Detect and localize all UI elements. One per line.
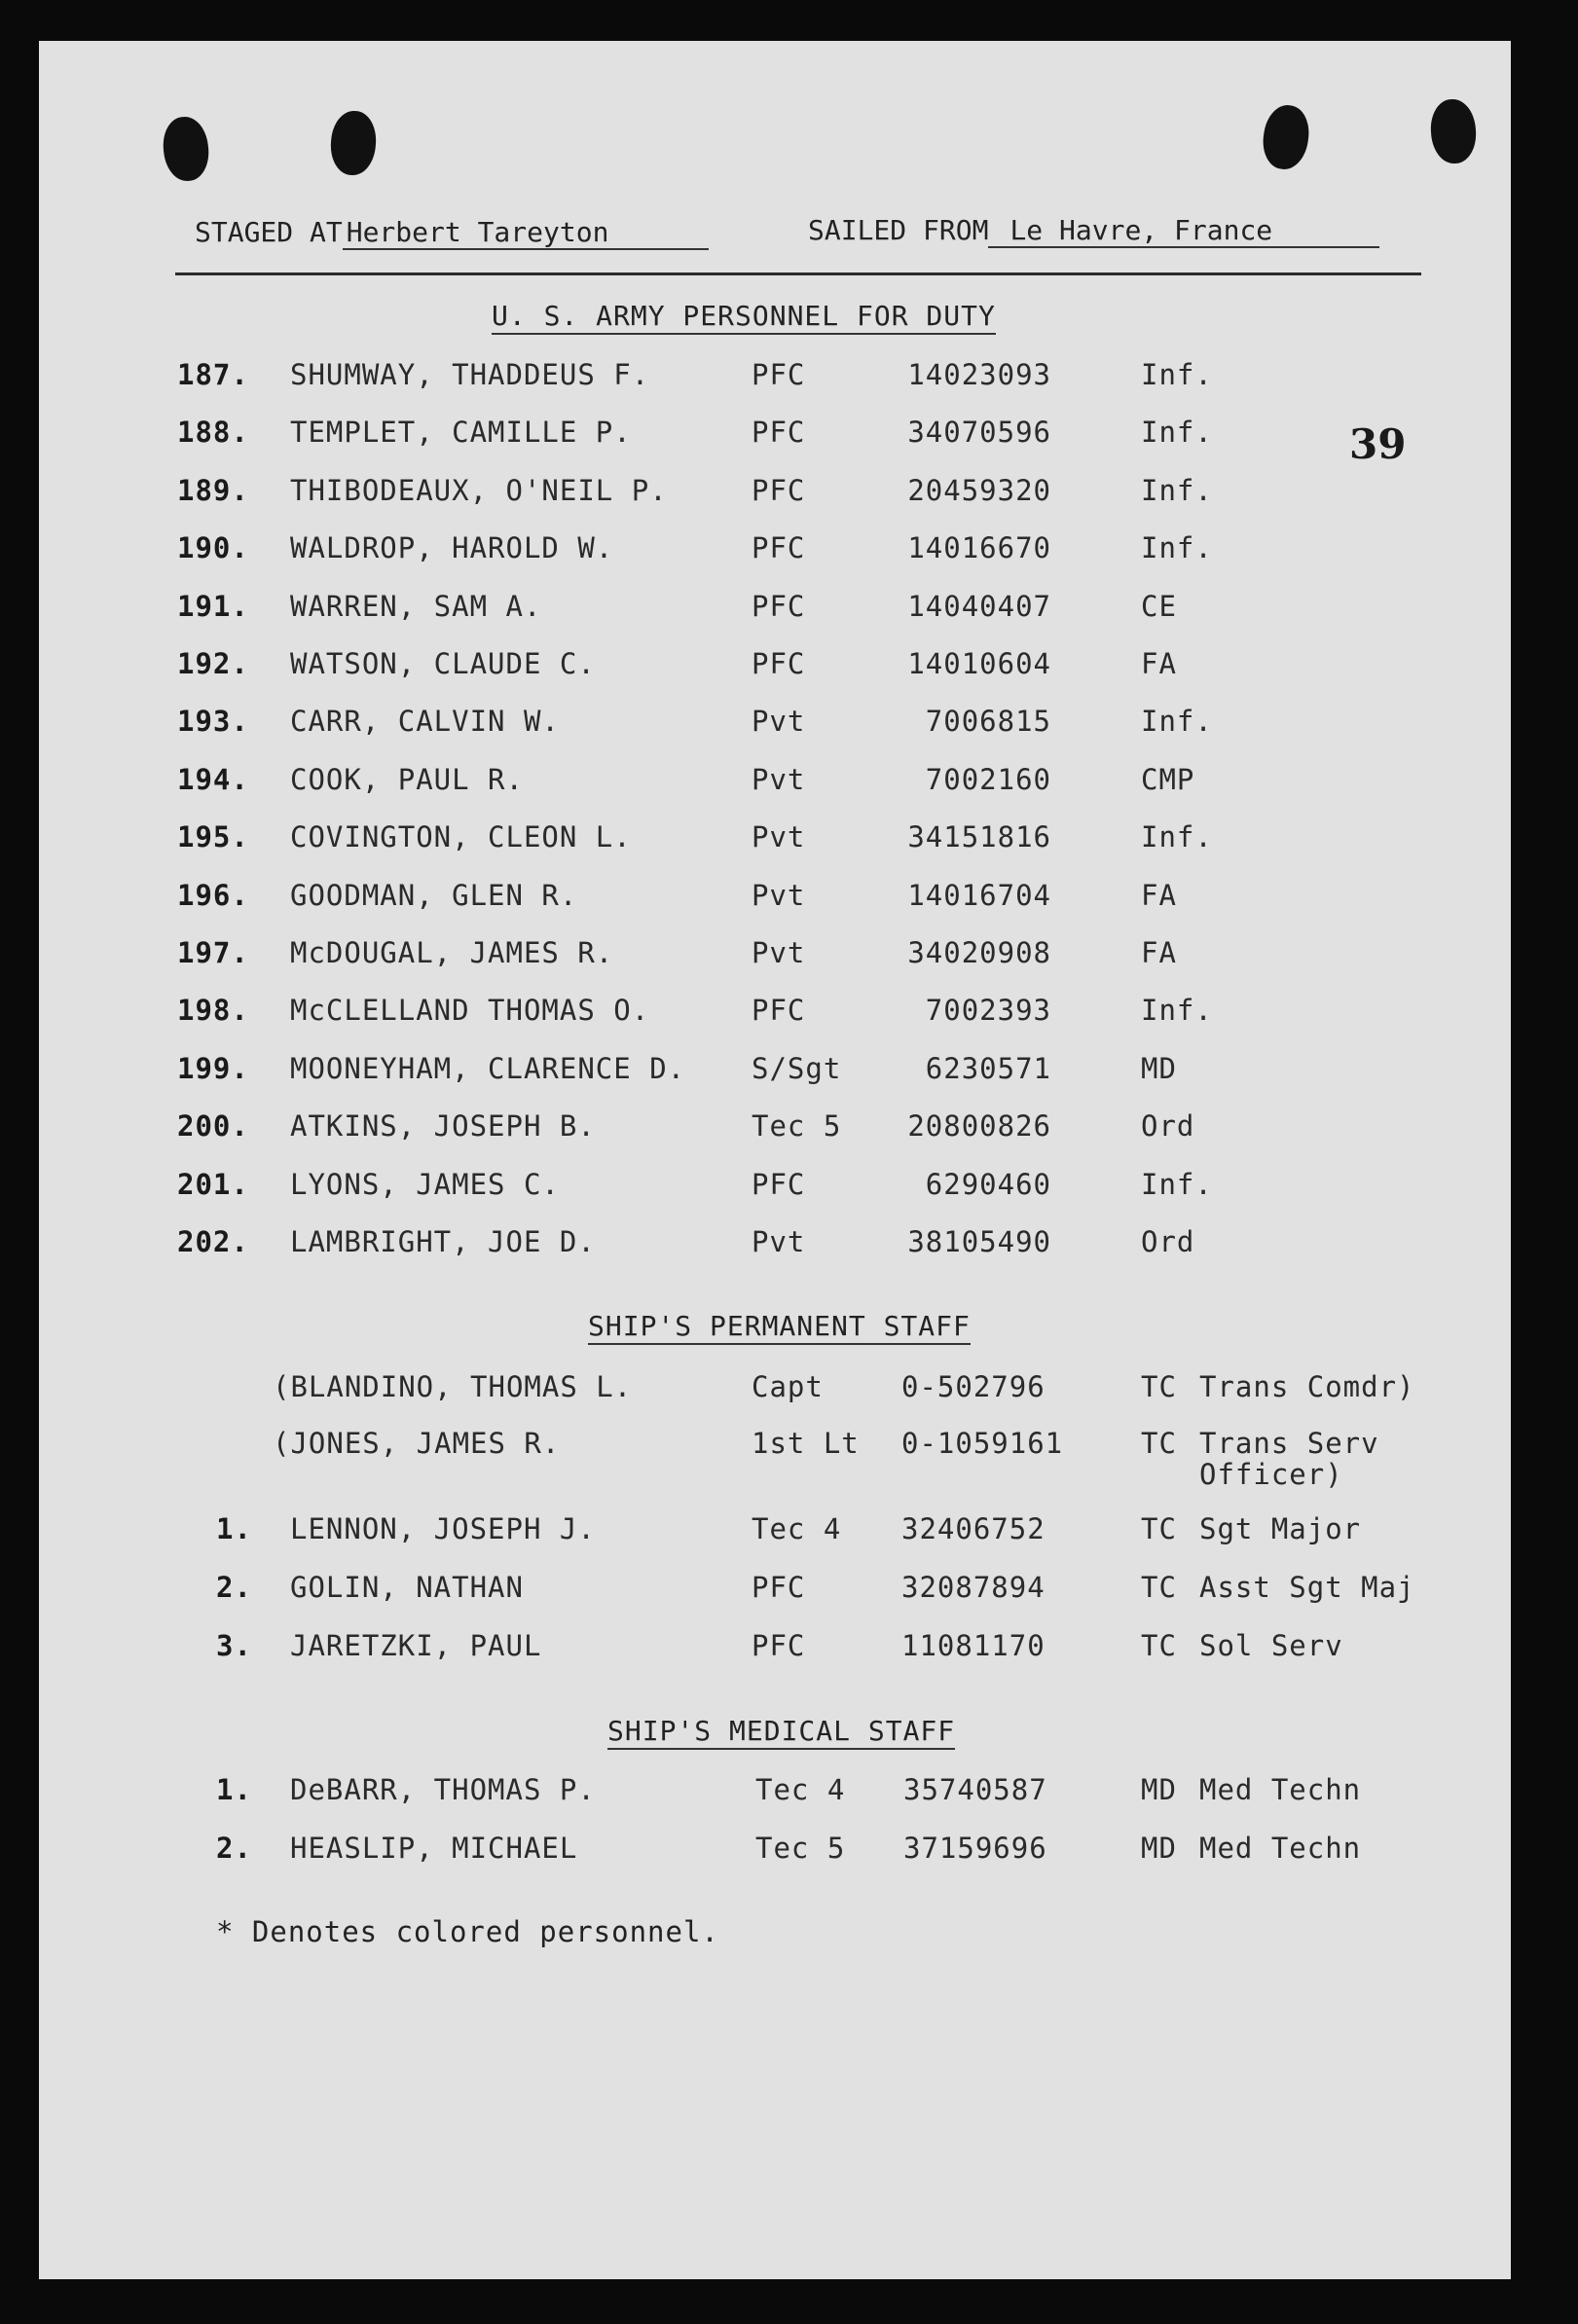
row-number: 199.	[177, 1052, 249, 1085]
row-number: 202.	[177, 1225, 249, 1258]
person-rank: Capt	[752, 1370, 824, 1403]
person-rank: PFC	[752, 1168, 806, 1201]
serial-number: 6290460	[925, 1168, 1051, 1201]
person-name: McCLELLAND THOMAS O.	[290, 994, 650, 1027]
duty-title: Trans Serv	[1199, 1427, 1379, 1460]
corps-code: TC	[1141, 1427, 1177, 1460]
serial-number: 37159696	[903, 1832, 1047, 1865]
person-name: GOODMAN, GLEN R.	[290, 879, 578, 912]
person-rank: Pvt	[752, 936, 806, 969]
branch-code: FA	[1141, 936, 1177, 969]
serial-number: 32087894	[901, 1571, 1046, 1604]
row-number: 194.	[177, 763, 249, 796]
duty-title-continued: Officer)	[1199, 1458, 1343, 1491]
person-rank: 1st Lt	[752, 1427, 860, 1460]
staged-at-value: Herbert Tareyton	[343, 216, 709, 250]
branch-code: Inf.	[1141, 474, 1213, 507]
person-name: COOK, PAUL R.	[290, 763, 524, 796]
branch-code: MD	[1141, 1052, 1177, 1085]
person-rank: PFC	[752, 416, 806, 449]
person-rank: S/Sgt	[752, 1052, 842, 1085]
person-name: McDOUGAL, JAMES R.	[290, 936, 614, 969]
person-rank: Pvt	[752, 879, 806, 912]
duty-title: Med Techn	[1199, 1832, 1362, 1865]
person-name: TEMPLET, CAMILLE P.	[290, 416, 632, 449]
staged-at-label: STAGED AT	[195, 216, 343, 248]
row-number: 191.	[177, 590, 249, 623]
person-name: COVINGTON, CLEON L.	[290, 820, 632, 853]
branch-code: Inf.	[1141, 1168, 1213, 1201]
serial-number: 0-1059161	[901, 1427, 1064, 1460]
branch-code: Inf.	[1141, 531, 1213, 564]
row-number: 193.	[177, 705, 249, 738]
row-number: 1.	[216, 1512, 252, 1545]
corps-code: MD	[1141, 1832, 1177, 1865]
corps-code: MD	[1141, 1773, 1177, 1806]
row-number: 188.	[177, 416, 249, 449]
sailed-from-value: Le Havre, France	[988, 214, 1379, 248]
row-number: 187.	[177, 358, 249, 391]
header-divider	[175, 272, 1421, 275]
person-name: LENNON, JOSEPH J.	[290, 1512, 596, 1545]
person-name: JARETZKI, PAUL	[290, 1629, 542, 1662]
branch-code: Inf.	[1141, 994, 1213, 1027]
serial-number: 20800826	[907, 1109, 1051, 1143]
sailed-from-label: SAILED FROM	[808, 214, 989, 246]
person-rank: Pvt	[752, 705, 806, 738]
duty-title: Sol Serv	[1199, 1629, 1343, 1662]
person-name: HEASLIP, MICHAEL	[290, 1832, 578, 1865]
serial-number: 7002393	[925, 994, 1051, 1027]
corps-code: TC	[1141, 1512, 1177, 1545]
serial-number: 34020908	[907, 936, 1051, 969]
person-name: (JONES, JAMES R.	[273, 1427, 561, 1460]
corps-code: TC	[1141, 1370, 1177, 1403]
person-name: (BLANDINO, THOMAS L.	[273, 1370, 633, 1403]
person-rank: Pvt	[752, 820, 806, 853]
person-rank: Pvt	[752, 1225, 806, 1258]
person-name: WATSON, CLAUDE C.	[290, 647, 596, 680]
branch-code: Ord	[1141, 1109, 1195, 1143]
person-rank: PFC	[752, 1571, 806, 1604]
row-number: 198.	[177, 994, 249, 1027]
branch-code: FA	[1141, 647, 1177, 680]
person-name: THIBODEAUX, O'NEIL P.	[290, 474, 668, 507]
section-title-army: U. S. ARMY PERSONNEL FOR DUTY	[492, 300, 996, 335]
person-name: WARREN, SAM A.	[290, 590, 542, 623]
branch-code: CMP	[1141, 763, 1195, 796]
serial-number: 34070596	[907, 416, 1051, 449]
branch-code: CE	[1141, 590, 1177, 623]
punch-hole	[161, 115, 212, 183]
person-name: CARR, CALVIN W.	[290, 705, 560, 738]
row-number: 189.	[177, 474, 249, 507]
serial-number: 0-502796	[901, 1370, 1046, 1403]
branch-code: FA	[1141, 879, 1177, 912]
person-name: GOLIN, NATHAN	[290, 1571, 524, 1604]
serial-number: 34151816	[907, 820, 1051, 853]
row-number: 195.	[177, 820, 249, 853]
person-rank: Tec 4	[755, 1773, 846, 1806]
row-number: 197.	[177, 936, 249, 969]
section-title-medical-staff: SHIP'S MEDICAL STAFF	[607, 1715, 955, 1750]
serial-number: 11081170	[901, 1629, 1046, 1662]
row-number: 192.	[177, 647, 249, 680]
punch-hole	[1260, 102, 1313, 172]
person-name: ATKINS, JOSEPH B.	[290, 1109, 596, 1143]
person-rank: PFC	[752, 590, 806, 623]
person-rank: PFC	[752, 994, 806, 1027]
corps-code: TC	[1141, 1571, 1177, 1604]
serial-number: 14016704	[907, 879, 1051, 912]
serial-number: 32406752	[901, 1512, 1046, 1545]
page-number: 39	[1349, 420, 1407, 468]
person-rank: PFC	[752, 474, 806, 507]
serial-number: 14023093	[907, 358, 1051, 391]
person-name: LAMBRIGHT, JOE D.	[290, 1225, 596, 1258]
branch-code: Inf.	[1141, 416, 1213, 449]
person-name: WALDROP, HAROLD W.	[290, 531, 614, 564]
person-rank: PFC	[752, 1629, 806, 1662]
corps-code: TC	[1141, 1629, 1177, 1662]
branch-code: Inf.	[1141, 358, 1213, 391]
punch-hole	[1429, 97, 1478, 164]
duty-title: Trans Comdr)	[1199, 1370, 1415, 1403]
serial-number: 38105490	[907, 1225, 1051, 1258]
person-name: LYONS, JAMES C.	[290, 1168, 560, 1201]
serial-number: 14040407	[907, 590, 1051, 623]
serial-number: 14010604	[907, 647, 1051, 680]
branch-code: Inf.	[1141, 820, 1213, 853]
sailed-from-field	[808, 214, 1379, 248]
punch-hole	[329, 109, 378, 176]
serial-number: 35740587	[903, 1773, 1047, 1806]
row-number: 190.	[177, 531, 249, 564]
row-number: 2.	[216, 1571, 252, 1604]
row-number: 196.	[177, 879, 249, 912]
row-number: 1.	[216, 1773, 252, 1806]
person-rank: Tec 5	[752, 1109, 842, 1143]
person-name: SHUMWAY, THADDEUS F.	[290, 358, 650, 391]
duty-title: Sgt Major	[1199, 1512, 1362, 1545]
duty-title: Asst Sgt Maj	[1199, 1571, 1415, 1604]
section-title-permanent-staff: SHIP'S PERMANENT STAFF	[588, 1310, 971, 1345]
footnote: * Denotes colored personnel.	[216, 1915, 719, 1948]
row-number: 201.	[177, 1168, 249, 1201]
row-number: 3.	[216, 1629, 252, 1662]
person-rank: PFC	[752, 358, 806, 391]
person-name: DeBARR, THOMAS P.	[290, 1773, 596, 1806]
branch-code: Ord	[1141, 1225, 1195, 1258]
serial-number: 20459320	[907, 474, 1051, 507]
staged-at-field	[195, 216, 709, 250]
serial-number: 6230571	[925, 1052, 1051, 1085]
row-number: 2.	[216, 1832, 252, 1865]
serial-number: 7006815	[925, 705, 1051, 738]
serial-number: 14016670	[907, 531, 1051, 564]
person-rank: PFC	[752, 647, 806, 680]
person-rank: Tec 5	[755, 1832, 846, 1865]
person-name: MOONEYHAM, CLARENCE D.	[290, 1052, 686, 1085]
branch-code: Inf.	[1141, 705, 1213, 738]
row-number: 200.	[177, 1109, 249, 1143]
serial-number: 7002160	[925, 763, 1051, 796]
person-rank: PFC	[752, 531, 806, 564]
person-rank: Tec 4	[752, 1512, 842, 1545]
duty-title: Med Techn	[1199, 1773, 1362, 1806]
person-rank: Pvt	[752, 763, 806, 796]
